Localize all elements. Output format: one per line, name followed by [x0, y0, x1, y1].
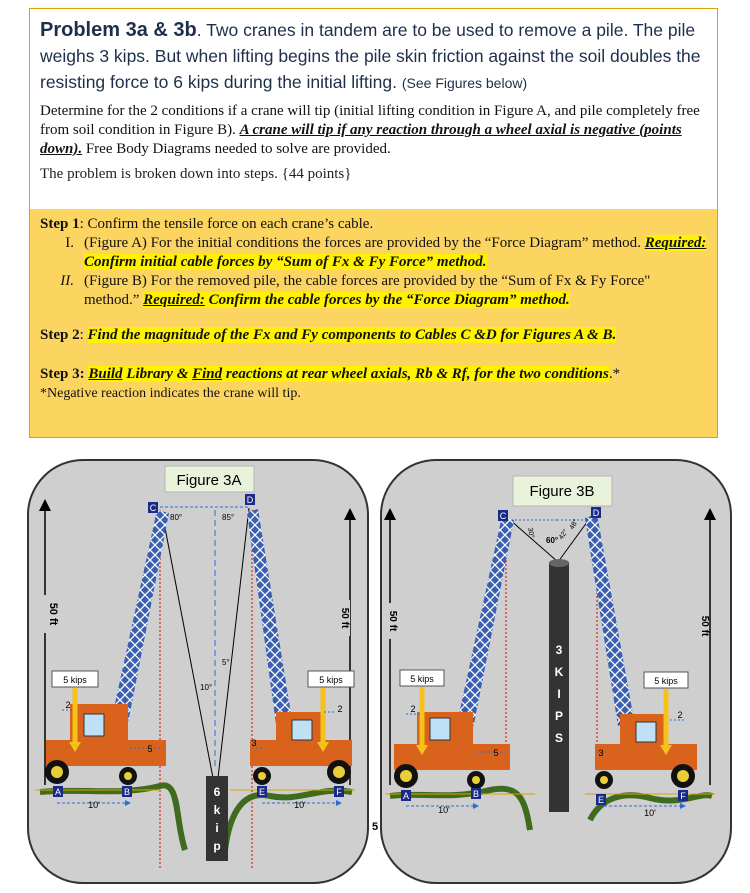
- figure-b-load-right: 5 kips: [654, 676, 678, 686]
- figure-a-dim-10-left: 10': [88, 800, 100, 810]
- figure-b-point-f: F: [680, 791, 686, 801]
- pile-a-char-1: k: [213, 803, 221, 817]
- step-1-label: Step 1: [40, 216, 80, 232]
- figure-b-load-left: 5 kips: [410, 674, 434, 684]
- figure-b-point-c: C: [499, 511, 507, 521]
- step-1-ii-highlight: Confirm the cable forces by the “Force Diagram” method.: [204, 292, 570, 308]
- figure-b-point-e: E: [597, 795, 605, 805]
- figure-a-title: Figure 3A: [176, 472, 242, 489]
- figure-a-height-left: 50 ft: [47, 602, 59, 626]
- figure-a-angle-10: 10°: [200, 683, 213, 692]
- step-1-i-text: (Figure A) For the initial conditions the forces are provided by the “Force Diagram” method.: [84, 235, 645, 251]
- figure-b-dim-3: 3: [598, 748, 604, 758]
- figure-a-dim-2-left: 2: [65, 700, 71, 710]
- pile-b-char-1: K: [554, 665, 564, 679]
- step-1-i-required: Required:: [644, 235, 707, 251]
- footnote: *Negative reaction indicates the crane will tip.: [40, 386, 301, 401]
- figure-b-point-b: B: [472, 789, 480, 799]
- pile-a-char-0: 6: [213, 785, 221, 799]
- figure-b-height-right: 50 ft: [699, 615, 710, 637]
- pile-a-char-2: i: [215, 821, 219, 835]
- problem-statement: . Two cranes in tandem are to be used to remove a pile. The pile weighs 3 kips. But when lifting begins the pile skin friction against the soil doubles the resisting force to 6 kips during the initial lifting.: [40, 20, 701, 92]
- fbd-note: Free Body Diagrams needed to solve are provided.: [82, 141, 391, 157]
- pile-b-char-3: P: [554, 709, 564, 723]
- step-1-i-highlight: Confirm initial cable forces by “Sum of Fx & Fy Force” method.: [84, 254, 487, 270]
- figure-a-point-d: D: [246, 495, 254, 505]
- figure-a-dim-2-right: 2: [337, 704, 343, 714]
- figure-a-height-right: 50 ft: [339, 607, 350, 629]
- tip-rule: A crane will tip if any reaction through a wheel axial is negative (points down).: [40, 122, 682, 157]
- problem-title: Problem 3a & 3b: [40, 19, 197, 41]
- step-2-highlight: Find the magnitude of the Fx and Fy components to Cables C &D for Figures A & B.: [87, 327, 617, 343]
- step-1-ii-text: (Figure B) For the removed pile, the cable forces are provided by the “Sum of Fx & Fy Force" method.”: [84, 273, 651, 308]
- figure-a-dim-10-right: 10': [294, 800, 306, 810]
- figure-b-dim-2-right: 2: [677, 710, 683, 720]
- step-3-build: Build: [88, 366, 123, 382]
- figure-a-point-a: A: [54, 787, 62, 797]
- step-1-text: : Confirm the tensile force on each crane’s cable.: [79, 216, 374, 232]
- figure-b-angle-60: 60°: [546, 536, 559, 545]
- figure-b-point-a: A: [402, 791, 410, 801]
- figure-b-dim-5: 5: [493, 748, 499, 758]
- figure-b-angle-42: 42°: [557, 528, 570, 542]
- figure-a-angle-5: 5°: [222, 658, 230, 667]
- figure-b-dim-10-left: 10': [438, 805, 450, 815]
- figure-b: [383, 476, 715, 830]
- step-1-ii-required: Required:: [143, 292, 205, 308]
- figure-b-angle-48: 48°: [568, 518, 581, 531]
- figure-b-point-d: D: [592, 508, 600, 518]
- steps-intro: The problem is broken down into steps. {44 points}: [40, 166, 352, 182]
- step-2-colon: :: [79, 327, 88, 343]
- step-3-mid: Library &: [122, 366, 193, 382]
- step-3-label: Step 3:: [40, 366, 89, 382]
- figure-a-point-b: B: [123, 787, 131, 797]
- figure-b-dim-2-left: 2: [410, 704, 416, 714]
- figure-b-height-left: 50 ft: [387, 610, 398, 632]
- crane-right-a: [250, 712, 352, 785]
- figure-a-point-f: F: [336, 787, 342, 797]
- figure-a-dim-5: 5: [147, 744, 153, 754]
- step-3-end: .*: [608, 366, 621, 382]
- page-number: 5: [371, 821, 379, 833]
- figure-a-angle-c: 80°: [170, 513, 183, 522]
- figure-b-angle-30: 30°: [526, 527, 535, 539]
- description-text: Determine for the 2 conditions if a crane will tip (initial lifting condition in Figure A, and pile completely free from soil condition in Figure B).: [40, 103, 700, 138]
- step-2-label: Step 2: [40, 327, 80, 343]
- pile-b-char-4: S: [554, 731, 564, 745]
- figure-a-ground: [40, 785, 352, 850]
- step-3-rest: reactions at rear wheel axials, Rb & Rf, for the two conditions: [222, 366, 609, 382]
- figure-a: [35, 466, 355, 870]
- figure-a-load-right: 5 kips: [319, 675, 343, 685]
- figures-note: (See Figures below): [401, 75, 528, 91]
- step-3-find: Find: [192, 366, 223, 382]
- figure-a-angle-d: 85°: [222, 513, 235, 522]
- crane-right-b: [595, 714, 697, 789]
- figure-b-title: Figure 3B: [529, 483, 595, 500]
- pile-a-char-3: p: [213, 839, 221, 853]
- step-1-ii-num: II.: [60, 273, 74, 289]
- pile-b-char-0: 3: [555, 643, 563, 657]
- figure-a-dim-3: 3: [251, 738, 257, 748]
- figure-a-point-c: C: [149, 503, 157, 513]
- step-1-i-num: I.: [65, 235, 74, 251]
- figure-b-dim-10-right: 10': [644, 808, 656, 818]
- pile-b-char-2: I: [557, 687, 561, 701]
- figure-a-load-left: 5 kips: [63, 675, 87, 685]
- figure-a-point-e: E: [258, 787, 266, 797]
